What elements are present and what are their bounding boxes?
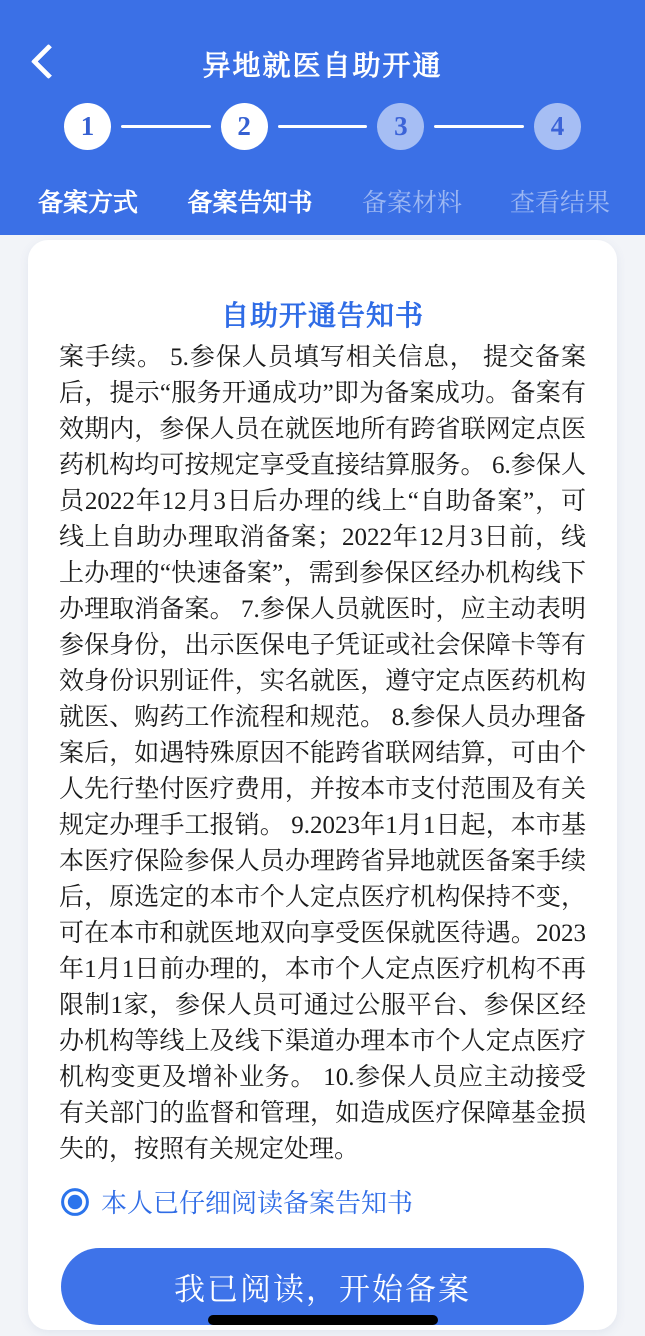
step-circle-2: 2 <box>221 103 268 150</box>
notice-line: 本医疗保险参保人员办理跨省异地就医备案手续 <box>59 848 586 875</box>
step-connector-3-4 <box>434 125 524 128</box>
notice-line: 上办理的“快速备案”，需到参保区经办机构线下 <box>59 560 586 587</box>
notice-line: 参保身份，出示医保电子凭证或社会保障卡等有 <box>59 632 586 659</box>
step-label-filing-notice: 备案告知书 <box>187 189 313 217</box>
stepper <box>0 103 645 150</box>
radio-selected-icon <box>61 1188 89 1216</box>
home-indicator[interactable] <box>208 1315 438 1325</box>
notice-line: 失的，按照有关规定处理。 <box>59 1136 360 1163</box>
notice-line: 案手续。 5.参保人员填写相关信息， 提交备案 <box>59 344 586 371</box>
notice-line: 机构变更及增补业务。 10.参保人员应主动接受 <box>59 1064 586 1091</box>
notice-line: 员2022年12月3日后办理的线上“自助备案”，可 <box>59 488 586 515</box>
notice-line: 规定办理手工报销。 9.2023年1月1日起，本市基 <box>59 812 586 839</box>
notice-line: 办理取消备案。 7.参保人员就医时，应主动表明 <box>59 596 586 623</box>
start-filing-button[interactable]: 我已阅读，开始备案 <box>61 1248 584 1325</box>
step-connector-1-2 <box>121 125 211 128</box>
notice-line: 效期内，参保人员在就医地所有跨省联网定点医 <box>59 416 586 443</box>
notice-line: 限制1家，参保人员可通过公服平台、参保区经 <box>59 992 586 1019</box>
agreement-label: 本人已仔细阅读备案告知书 <box>101 1188 414 1218</box>
notice-line: 效身份识别证件，实名就医，遵守定点医药机构 <box>59 668 586 695</box>
step-label-filing-materials: 备案材料 <box>361 189 463 217</box>
step-circle-4: 4 <box>534 103 581 150</box>
notice-card <box>28 240 617 1330</box>
app-header <box>0 0 645 235</box>
step-connector-2-3 <box>278 125 368 128</box>
notice-body[interactable] <box>59 340 586 1168</box>
notice-line: 线上自助办理取消备案；2022年12月3日前，线 <box>59 524 586 551</box>
notice-line: 人先行垫付医疗费用，并按本市支付范围及有关 <box>59 776 586 803</box>
notice-line: 药机构均可按规定享受直接结算服务。 6.参保人 <box>59 452 586 479</box>
step-label-view-result: 查看结果 <box>509 189 611 217</box>
page-title: 异地就医自助开通 <box>202 50 443 81</box>
notice-line: 年1月1日前办理的，本市个人定点医疗机构不再 <box>59 956 586 983</box>
step-circle-1: 1 <box>64 103 111 150</box>
notice-line: 可在本市和就医地双向享受医保就医待遇。2023 <box>59 920 586 947</box>
nav-bar <box>0 0 645 92</box>
notice-title: 自助开通告知书 <box>220 300 424 331</box>
notice-line: 后，提示“服务开通成功”即为备案成功。备案有 <box>59 380 586 407</box>
notice-line: 就医、购药工作流程和规范。 8.参保人员办理备 <box>59 704 586 731</box>
notice-line: 有关部门的监督和管理，如造成医疗保障基金损 <box>59 1100 586 1127</box>
notice-line: 办机构等线上及线下渠道办理本市个人定点医疗 <box>59 1028 586 1055</box>
notice-line: 后，原选定的本市个人定点医疗机构保持不变， <box>59 884 586 911</box>
step-circle-3: 3 <box>377 103 424 150</box>
agreement-radio[interactable] <box>61 1183 586 1220</box>
step-label-filing-method: 备案方式 <box>37 189 139 217</box>
notice-line: 案后，如遇特殊原因不能跨省联网结算，可由个 <box>59 740 586 767</box>
step-labels <box>0 183 645 217</box>
